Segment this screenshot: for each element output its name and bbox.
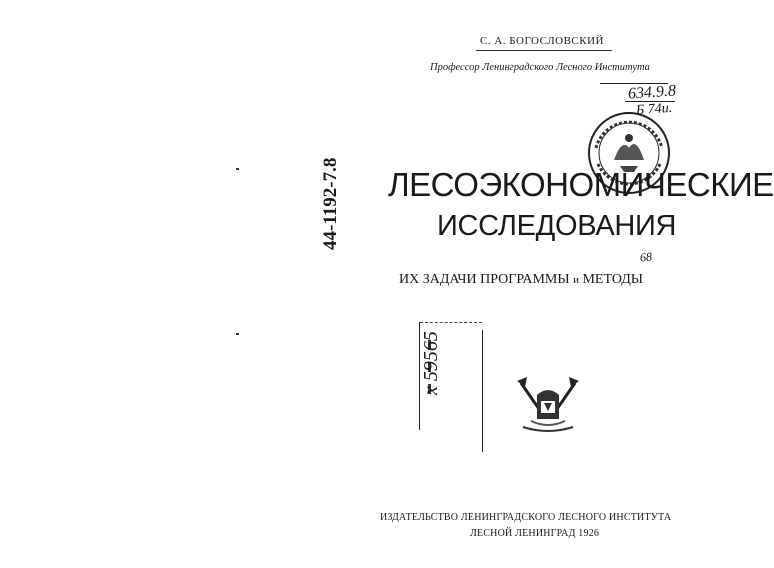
publisher-emblem-icon xyxy=(515,375,581,437)
stamp-box-right-edge xyxy=(482,330,483,452)
shelf-mark-1: 634.9.8 xyxy=(627,82,677,103)
publisher-name: ИЗДАТЕЛЬСТВО ЛЕНИНГРАДСКОГО ЛЕСНОГО ИНСТИТУТА xyxy=(380,512,672,523)
shelf-mark-underline xyxy=(600,83,668,84)
subtitle-tagline xyxy=(399,272,643,288)
left-page-speck xyxy=(236,168,239,170)
shelf-mark-2: Б 74и. xyxy=(635,100,673,119)
pencil-note: 68 xyxy=(639,249,653,265)
vertical-stamp-number: x 59565 xyxy=(420,331,442,395)
title-line-2: ИССЛЕДОВАНИЯ xyxy=(437,210,677,242)
left-page-speck xyxy=(236,333,239,335)
title-line-1: ЛЕСОЭКОНОМИЧЕСКИЕ xyxy=(388,166,774,203)
stamp-box-top-edge xyxy=(420,322,482,323)
place-and-year: ЛЕСНОЙ ЛЕНИНГРАД 1926 xyxy=(470,528,600,539)
tagline-conjunction: и xyxy=(573,274,579,286)
author-rule xyxy=(476,50,612,51)
tagline-part-1: ИХ ЗАДАЧИ ПРОГРАММЫ xyxy=(399,272,570,287)
author-name: С. А. БОГОСЛОВСКИЙ xyxy=(480,35,604,47)
author-position: Профессор Ленинградского Лесного Института xyxy=(430,62,650,73)
tagline-part-2: МЕТОДЫ xyxy=(582,272,644,287)
shelf-mark-underline xyxy=(625,101,675,102)
vertical-inventory-number: 44-1192-7.8 xyxy=(320,157,341,250)
